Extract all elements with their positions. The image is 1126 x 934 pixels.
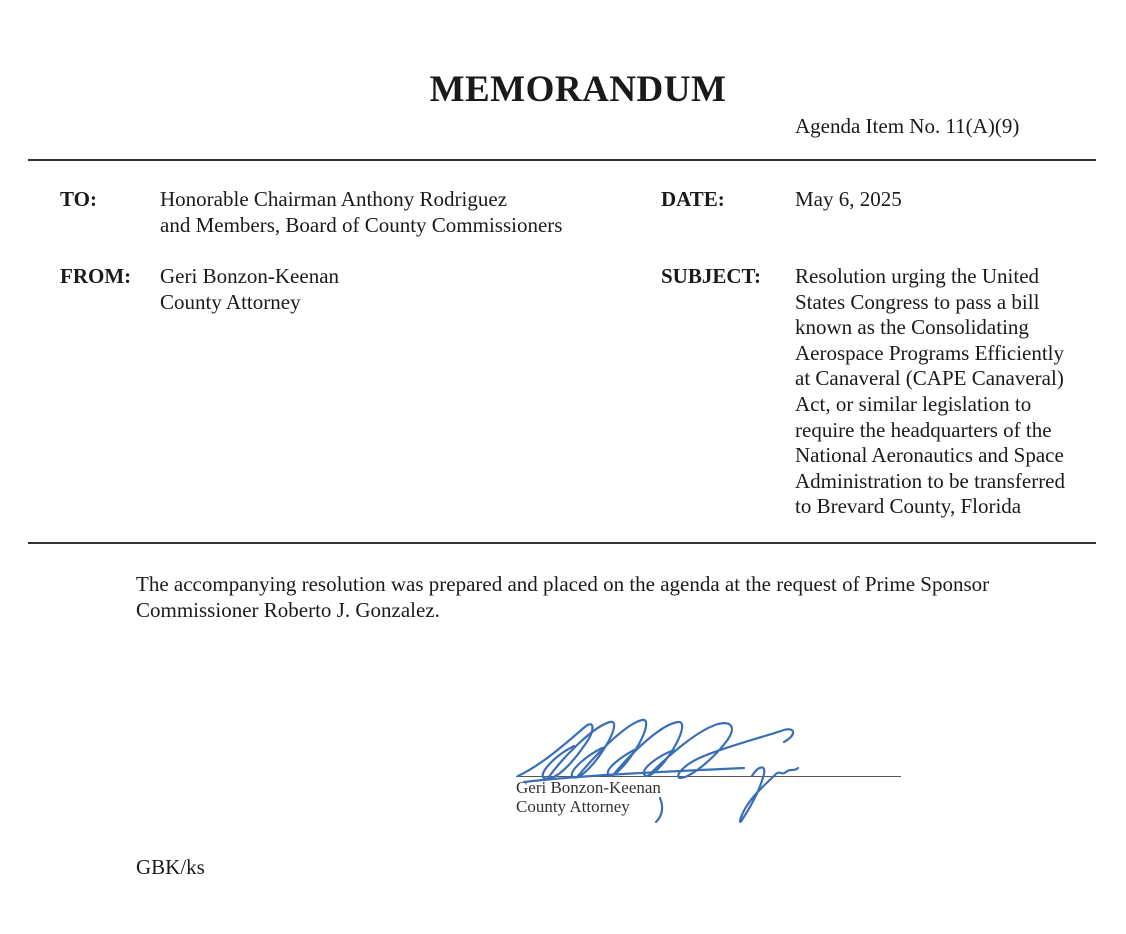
top-divider [28,159,1096,161]
date-label: DATE: [661,187,725,211]
signatory-name: Geri Bonzon-Keenan [516,778,661,797]
subject-line: States Congress to pass a bill [795,289,1040,314]
signature-strokes [518,720,798,822]
subject-line: Aerospace Programs Efficiently [795,340,1065,365]
date-value: May 6, 2025 [795,187,902,211]
subject-line: to Brevard County, Florida [795,494,1022,519]
signatory-title: County Attorney [516,797,630,816]
handwritten-signature [514,716,814,828]
from-sender [160,264,339,315]
to-line: and Members, Board of County Commissioners [160,212,563,237]
subject-line: Act, or similar legislation to [795,391,1032,416]
from-line: County Attorney [160,289,301,314]
subject-line: known as the Consolidating [795,315,1029,340]
to-line: Honorable Chairman Anthony Rodriguez [160,187,508,211]
subject-line: Administration to be transferred [795,468,1066,493]
bottom-divider [28,542,1096,544]
body-line: Commissioner Roberto J. Gonzalez. [136,597,440,622]
subject-line: Resolution urging the United [795,264,1040,288]
subject-line: at Canaveral (CAPE Canaveral) [795,366,1064,391]
body-line: The accompanying resolution was prepared and placed on the agenda at the request of Prime Sponsor [136,572,990,596]
subject-label: SUBJECT: [661,264,761,288]
agenda-item-number: Agenda Item No. 11(A)(9) [795,114,1020,138]
memo-title: MEMORANDUM [429,69,727,110]
subject-line: require the headquarters of the [795,417,1052,442]
memo-body [136,572,989,623]
typist-initials: GBK/ks [136,855,205,879]
to-recipients [160,187,562,238]
from-line: Geri Bonzon-Keenan [160,264,340,288]
to-label: TO: [60,187,97,211]
from-label: FROM: [60,264,132,288]
subject-line: National Aeronautics and Space [795,443,1064,468]
subject-text [795,264,1095,520]
